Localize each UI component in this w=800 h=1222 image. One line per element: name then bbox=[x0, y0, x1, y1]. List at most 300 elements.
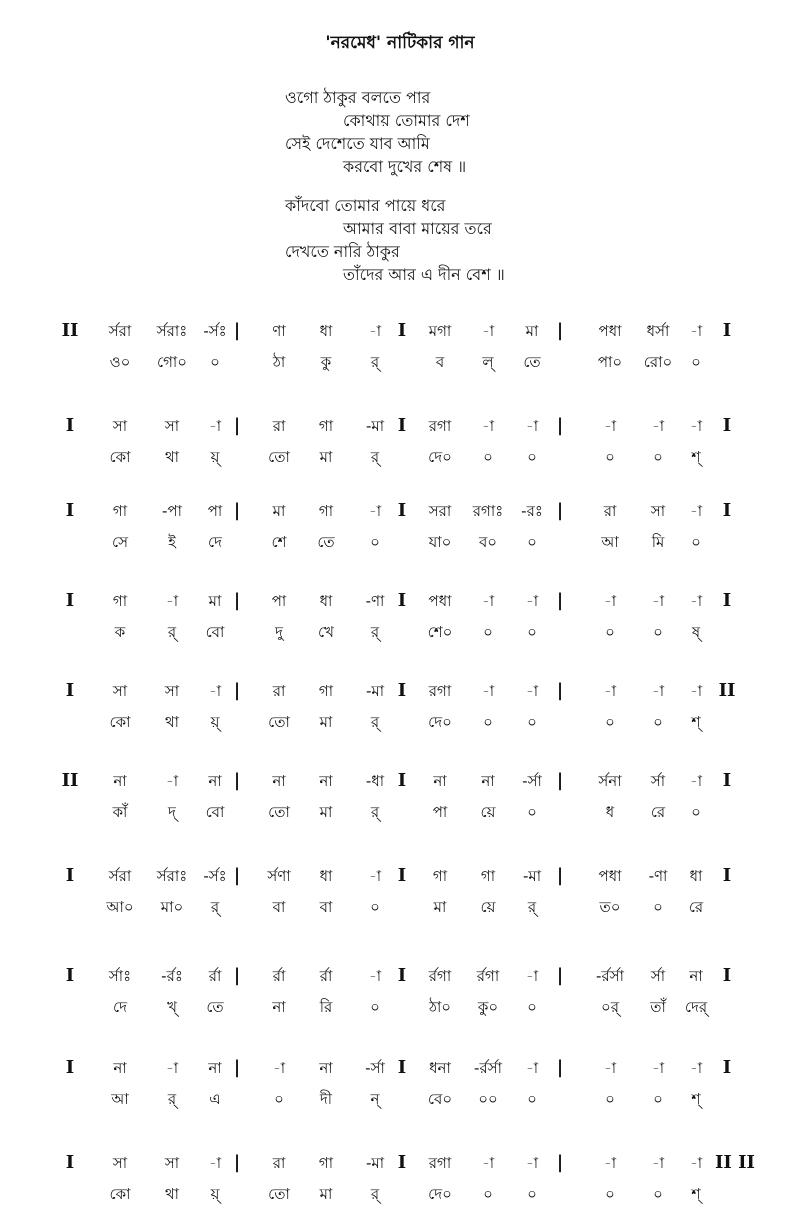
syllable-cell: পা bbox=[432, 803, 448, 821]
syllable-cell: শ্ bbox=[691, 1185, 701, 1203]
note-cell: -র্সঃ bbox=[203, 867, 227, 885]
syllable-cell: রে bbox=[688, 898, 704, 916]
barline: I bbox=[722, 415, 732, 436]
note-cell: সা bbox=[112, 682, 128, 700]
note-cell: সরা bbox=[428, 502, 452, 520]
note-cell: ণা bbox=[272, 322, 286, 340]
syllable-cell: বো bbox=[205, 803, 225, 821]
syllable-cell: ০ bbox=[605, 1090, 615, 1108]
note-cell: গা bbox=[432, 867, 448, 885]
syllable-cell: কু০ bbox=[477, 998, 499, 1016]
barline: I bbox=[397, 500, 407, 521]
note-cell: -া bbox=[651, 1154, 665, 1172]
syllable-cell: তে bbox=[206, 998, 224, 1016]
note-cell: র্রা bbox=[208, 967, 222, 985]
barline: I bbox=[397, 1152, 407, 1173]
syllable-cell: মা bbox=[319, 803, 333, 821]
syllable-cell: ০ bbox=[274, 1090, 284, 1108]
syllable-cell: ০ bbox=[483, 623, 493, 641]
syllable-cell: তো bbox=[268, 448, 290, 466]
note-cell: না bbox=[272, 772, 286, 790]
syllable-cell: য়ে bbox=[480, 803, 496, 821]
note-cell: -া bbox=[651, 592, 665, 610]
syllable-cell: ০ bbox=[527, 998, 537, 1016]
note-cell: র্সরাঃ bbox=[156, 867, 188, 885]
note-cell: পধা bbox=[598, 322, 622, 340]
syllable-cell: ০ bbox=[691, 353, 701, 371]
note-cell: গা bbox=[318, 502, 334, 520]
note-cell: -া bbox=[525, 1154, 539, 1172]
syllable-cell: আ bbox=[601, 533, 619, 551]
syllable-cell: ০ bbox=[605, 623, 615, 641]
syllable-cell: দ্ bbox=[168, 803, 176, 821]
note-cell: না bbox=[319, 772, 333, 790]
syllable-cell: মা০ bbox=[160, 898, 184, 916]
syllable-cell: ০ bbox=[605, 448, 615, 466]
note-cell: র্সনা bbox=[598, 772, 622, 790]
note-cell: রা bbox=[603, 502, 617, 520]
barline: I bbox=[397, 965, 407, 986]
note-cell: -া bbox=[165, 592, 179, 610]
syllable-cell: রো০ bbox=[643, 353, 673, 371]
note-cell: -া bbox=[368, 322, 382, 340]
note-cell: না bbox=[433, 772, 447, 790]
syllable-cell: ০ bbox=[483, 448, 493, 466]
note-cell: মা bbox=[525, 322, 539, 340]
note-cell: -া bbox=[481, 682, 495, 700]
syllable-cell: দে bbox=[113, 998, 127, 1016]
syllable-cell: য়্ bbox=[210, 713, 220, 731]
syllable-cell: দু bbox=[275, 623, 283, 641]
note-cell: গা bbox=[318, 682, 334, 700]
barline: | bbox=[556, 1057, 564, 1078]
syllable-cell: র্ bbox=[370, 448, 380, 466]
syllable-cell: মা bbox=[319, 713, 333, 731]
note-cell: -া bbox=[603, 592, 617, 610]
syllable-cell: ০ bbox=[653, 898, 663, 916]
note-cell: -মা bbox=[365, 682, 385, 700]
note-cell: র্রা bbox=[272, 967, 286, 985]
syllable-cell: মা bbox=[319, 448, 333, 466]
syllable-cell: তাঁ bbox=[650, 998, 666, 1016]
note-cell: সা bbox=[164, 417, 180, 435]
note-cell: সা bbox=[164, 682, 180, 700]
syllable-cell: র্ bbox=[370, 623, 380, 641]
note-cell: র্সাঃ bbox=[108, 967, 132, 985]
note-cell: -া bbox=[689, 322, 703, 340]
notation-row bbox=[0, 965, 800, 1035]
syllable-cell: ০ bbox=[527, 803, 537, 821]
barline: | bbox=[556, 770, 564, 791]
lyric-line: আমার বাবা মায়ের তরে bbox=[343, 219, 492, 238]
barline: | bbox=[556, 1152, 564, 1173]
syllable-cell: য়্ bbox=[210, 448, 220, 466]
syllable-cell: ০ bbox=[605, 1185, 615, 1203]
syllable-cell: ত০ bbox=[599, 898, 621, 916]
note-cell: মা bbox=[272, 502, 286, 520]
syllable-cell: থা bbox=[164, 448, 180, 466]
barline: I bbox=[397, 770, 407, 791]
note-cell: -া bbox=[368, 502, 382, 520]
note-cell: -া bbox=[689, 682, 703, 700]
syllable-cell: মা bbox=[319, 1185, 333, 1203]
note-cell: না bbox=[319, 1059, 333, 1077]
note-cell: ধর্সা bbox=[646, 322, 670, 340]
syllable-cell: র্ bbox=[370, 353, 380, 371]
syllable-cell: পা০ bbox=[597, 353, 623, 371]
note-cell: -া bbox=[651, 417, 665, 435]
note-cell: র্রা bbox=[319, 967, 333, 985]
syllable-cell: দে bbox=[208, 533, 222, 551]
note-cell: -া bbox=[165, 772, 179, 790]
syllable-cell: তে bbox=[523, 353, 541, 371]
syllable-cell: য়ে bbox=[480, 898, 496, 916]
barline: | bbox=[233, 415, 241, 436]
note-cell: রগা bbox=[428, 417, 452, 435]
barline: I bbox=[722, 500, 732, 521]
syllable-cell: শ্ bbox=[691, 1090, 701, 1108]
syllable-cell: কু bbox=[320, 353, 332, 371]
syllable-cell: সে bbox=[112, 533, 128, 551]
syllable-cell: শে bbox=[271, 533, 287, 551]
note-cell: -া bbox=[689, 1059, 703, 1077]
syllable-cell: বা bbox=[272, 898, 286, 916]
stanza-gap bbox=[285, 178, 505, 194]
barline: I bbox=[65, 415, 75, 436]
syllable-cell: দী bbox=[319, 1090, 333, 1108]
lyric-line: দেখতে নারি ঠাকুর bbox=[285, 242, 400, 261]
syllable-cell: কো bbox=[109, 713, 131, 731]
notation-row bbox=[0, 500, 800, 570]
syllable-cell: খে bbox=[318, 623, 334, 641]
note-cell: ধা bbox=[319, 592, 333, 610]
syllable-cell: তে bbox=[317, 533, 335, 551]
note-cell: -া bbox=[272, 1059, 286, 1077]
barline: | bbox=[556, 680, 564, 701]
barline: I bbox=[65, 680, 75, 701]
barline: | bbox=[556, 590, 564, 611]
syllable-cell: থা bbox=[164, 1185, 180, 1203]
syllable-cell: বো bbox=[205, 623, 225, 641]
note-cell: -া bbox=[689, 417, 703, 435]
syllable-cell: ০ bbox=[527, 533, 537, 551]
barline: | bbox=[233, 865, 241, 886]
notation-row bbox=[0, 415, 800, 485]
note-cell: পধা bbox=[428, 592, 452, 610]
notation-row bbox=[0, 1152, 800, 1222]
lyric-line: কাঁদবো তোমার পায়ে ধরে bbox=[285, 196, 446, 215]
barline: | bbox=[233, 500, 241, 521]
note-cell: -া bbox=[481, 417, 495, 435]
syllable-cell: দে০ bbox=[428, 1185, 452, 1203]
syllable-cell: মা bbox=[433, 898, 447, 916]
note-cell: র্সরাঃ bbox=[156, 322, 188, 340]
syllable-cell: ক bbox=[114, 623, 126, 641]
syllable-cell: ০ bbox=[527, 1185, 537, 1203]
syllable-cell: তো bbox=[268, 1185, 290, 1203]
barline: I bbox=[397, 680, 407, 701]
note-cell: গা bbox=[480, 867, 496, 885]
barline: I bbox=[397, 320, 407, 341]
note-cell: -া bbox=[481, 322, 495, 340]
note-cell: -া bbox=[368, 867, 382, 885]
note-cell: সা bbox=[164, 1154, 180, 1172]
note-cell: সা bbox=[112, 1154, 128, 1172]
syllable-cell: র্ bbox=[370, 1185, 380, 1203]
syllable-cell: খ্ bbox=[167, 998, 177, 1016]
syllable-cell: ই bbox=[168, 533, 176, 551]
syllable-cell: যা০ bbox=[428, 533, 452, 551]
syllable-cell: বা bbox=[319, 898, 333, 916]
syllable-cell: ০ bbox=[483, 713, 493, 731]
note-cell: -া bbox=[165, 1059, 179, 1077]
note-cell: -ণা bbox=[648, 867, 668, 885]
barline: | bbox=[233, 770, 241, 791]
note-cell: সা bbox=[650, 502, 666, 520]
note-cell: -া bbox=[525, 967, 539, 985]
syllable-cell: শ্ bbox=[691, 448, 701, 466]
syllable-cell: শে০ bbox=[427, 623, 453, 641]
syllable-cell: তো bbox=[268, 803, 290, 821]
syllable-cell: র্ bbox=[370, 803, 380, 821]
note-cell: রগা bbox=[428, 682, 452, 700]
syllable-cell: ও০ bbox=[109, 353, 131, 371]
barline: I bbox=[722, 770, 732, 791]
notation-row bbox=[0, 1057, 800, 1127]
note-cell: ধা bbox=[689, 867, 703, 885]
syllable-cell: ০ bbox=[527, 713, 537, 731]
note-cell: না bbox=[481, 772, 495, 790]
barline: | bbox=[233, 965, 241, 986]
syllable-cell: কো bbox=[109, 448, 131, 466]
notation-row bbox=[0, 865, 800, 935]
syllable-cell: র্ bbox=[527, 898, 537, 916]
note-cell: -া bbox=[603, 417, 617, 435]
note-cell: সা bbox=[112, 417, 128, 435]
note-cell: -া bbox=[368, 967, 382, 985]
note-cell: -া bbox=[481, 592, 495, 610]
note-cell: -া bbox=[603, 1154, 617, 1172]
syllable-cell: গো০ bbox=[156, 353, 188, 371]
barline: I bbox=[65, 1057, 75, 1078]
notation-row bbox=[0, 680, 800, 750]
note-cell: -া bbox=[525, 1059, 539, 1077]
syllable-cell: দে০ bbox=[428, 448, 452, 466]
barline: I bbox=[397, 1057, 407, 1078]
note-cell: র্রগা bbox=[476, 967, 500, 985]
barline: | bbox=[556, 415, 564, 436]
note-cell: রা bbox=[272, 417, 286, 435]
barline: | bbox=[233, 320, 241, 341]
note-cell: র্সণা bbox=[267, 867, 291, 885]
barline: | bbox=[556, 320, 564, 341]
barline: I bbox=[722, 965, 732, 986]
syllable-cell: ০ bbox=[483, 1185, 493, 1203]
note-cell: -া bbox=[689, 1154, 703, 1172]
barline: | bbox=[233, 1057, 241, 1078]
syllable-cell: ০ bbox=[691, 533, 701, 551]
note-cell: -র্সা bbox=[365, 1059, 385, 1077]
syllable-cell: ০ bbox=[370, 998, 380, 1016]
lyric-line: তাঁদের আর এ দীন বেশ ॥ bbox=[343, 265, 505, 284]
syllable-cell: তো bbox=[268, 713, 290, 731]
barline: I bbox=[397, 590, 407, 611]
barline: I bbox=[722, 865, 732, 886]
note-cell: -া bbox=[651, 1059, 665, 1077]
syllable-cell: রি bbox=[319, 998, 333, 1016]
note-cell: -া bbox=[525, 417, 539, 435]
note-cell: না bbox=[113, 1059, 127, 1077]
note-cell: -র্সা bbox=[522, 772, 542, 790]
syllable-cell: ০ bbox=[691, 803, 701, 821]
note-cell: -া bbox=[689, 772, 703, 790]
song-title: 'নরমেধ' নাটিকার গান bbox=[325, 33, 475, 53]
note-cell: -র্রর্সা bbox=[474, 1059, 502, 1077]
syllable-cell: ঠা bbox=[272, 353, 286, 371]
barline: I bbox=[65, 500, 75, 521]
syllable-cell: ০ bbox=[210, 353, 220, 371]
syllable-cell: ষ্ bbox=[691, 623, 701, 641]
syllable-cell: য়্ bbox=[210, 1185, 220, 1203]
note-cell: পা bbox=[207, 502, 223, 520]
barline: I bbox=[722, 590, 732, 611]
note-cell: পা bbox=[271, 592, 287, 610]
barline: | bbox=[556, 500, 564, 521]
syllable-cell: ল্ bbox=[482, 353, 494, 371]
note-cell: -া bbox=[651, 682, 665, 700]
note-cell: র্সা bbox=[650, 772, 666, 790]
syllable-cell: না bbox=[272, 998, 286, 1016]
note-cell: -পা bbox=[162, 502, 182, 520]
syllable-cell: ০ bbox=[370, 533, 380, 551]
note-cell: -া bbox=[208, 682, 222, 700]
syllable-cell: ০ bbox=[527, 623, 537, 641]
note-cell: -র্রঃ bbox=[161, 967, 183, 985]
note-cell: গা bbox=[112, 502, 128, 520]
note-cell: -রঃ bbox=[521, 502, 543, 520]
note-cell: -মা bbox=[365, 1154, 385, 1172]
note-cell: ধা bbox=[319, 867, 333, 885]
note-cell: র্সা bbox=[650, 967, 666, 985]
note-cell: -মা bbox=[365, 417, 385, 435]
syllable-cell: আ০ bbox=[106, 898, 134, 916]
barline: I bbox=[65, 965, 75, 986]
note-cell: -া bbox=[208, 1154, 222, 1172]
barline: I bbox=[397, 865, 407, 886]
note-cell: -র্রর্সা bbox=[596, 967, 624, 985]
note-cell: রগা bbox=[428, 1154, 452, 1172]
syllable-cell: ০ bbox=[370, 898, 380, 916]
note-cell: -া bbox=[689, 592, 703, 610]
barline: | bbox=[233, 680, 241, 701]
barline: | bbox=[233, 1152, 241, 1173]
syllable-cell: শ্ bbox=[691, 713, 701, 731]
syllable-cell: ০০ bbox=[478, 1090, 498, 1108]
note-cell: গা bbox=[318, 417, 334, 435]
note-cell: -মা bbox=[522, 867, 542, 885]
syllable-cell: ০ bbox=[527, 448, 537, 466]
notation-row bbox=[0, 320, 800, 390]
syllable-cell: র্ bbox=[167, 623, 177, 641]
barline: I bbox=[65, 1152, 75, 1173]
syllable-cell: ন্ bbox=[370, 1090, 380, 1108]
syllable-cell: ব০ bbox=[478, 533, 498, 551]
note-cell: মা bbox=[208, 592, 222, 610]
note-cell: র্রগা bbox=[428, 967, 452, 985]
syllable-cell: ০ bbox=[653, 1090, 663, 1108]
syllable-cell: কো bbox=[109, 1185, 131, 1203]
barline: | bbox=[233, 590, 241, 611]
note-cell: রা bbox=[272, 1154, 286, 1172]
notation-row bbox=[0, 770, 800, 840]
barline: II bbox=[718, 680, 736, 701]
note-cell: -া bbox=[525, 592, 539, 610]
lyrics-stanzas bbox=[285, 86, 505, 286]
syllable-cell: আ bbox=[111, 1090, 129, 1108]
lyric-line: সেই দেশেতে যাব আমি bbox=[285, 134, 430, 153]
syllable-cell: দের্ bbox=[684, 998, 708, 1016]
note-cell: না bbox=[689, 967, 703, 985]
barline: I bbox=[397, 415, 407, 436]
note-cell: -ণা bbox=[365, 592, 385, 610]
syllable-cell: কাঁ bbox=[112, 803, 128, 821]
syllable-cell: ধ bbox=[605, 803, 615, 821]
syllable-cell: ০ bbox=[653, 448, 663, 466]
note-cell: ধনা bbox=[429, 1059, 451, 1077]
barline: I bbox=[65, 590, 75, 611]
syllable-cell: এ bbox=[209, 1090, 221, 1108]
note-cell: গা bbox=[318, 1154, 334, 1172]
syllable-cell: ০ bbox=[527, 1090, 537, 1108]
barline: II bbox=[61, 770, 79, 791]
barline: I bbox=[722, 1057, 732, 1078]
note-cell: রগাঃ bbox=[472, 502, 504, 520]
note-cell: না bbox=[208, 772, 222, 790]
lyric-line: করবো দুখের শেষ ॥ bbox=[343, 157, 467, 176]
barline: II II bbox=[715, 1152, 755, 1173]
barline: | bbox=[556, 965, 564, 986]
lyric-line: ওগো ঠাকুর বলতে পার bbox=[285, 88, 431, 107]
syllable-cell: ০ bbox=[653, 623, 663, 641]
syllable-cell: র্ bbox=[370, 713, 380, 731]
lyric-line: কোথায় তোমার দেশ bbox=[343, 111, 470, 130]
note-cell: রা bbox=[272, 682, 286, 700]
note-cell: র্সরা bbox=[108, 322, 132, 340]
note-cell: গা bbox=[112, 592, 128, 610]
barline: II bbox=[61, 320, 79, 341]
syllable-cell: ০ bbox=[653, 713, 663, 731]
note-cell: -া bbox=[603, 1059, 617, 1077]
note-cell: -া bbox=[525, 682, 539, 700]
notation-row bbox=[0, 590, 800, 660]
syllable-cell: র্ bbox=[167, 1090, 177, 1108]
syllable-cell: ঠা০ bbox=[428, 998, 452, 1016]
syllable-cell: বে০ bbox=[427, 1090, 453, 1108]
note-cell: -া bbox=[481, 1154, 495, 1172]
note-cell: র্সরা bbox=[108, 867, 132, 885]
barline: I bbox=[722, 320, 732, 341]
note-cell: -া bbox=[689, 502, 703, 520]
note-cell: -া bbox=[603, 682, 617, 700]
syllable-cell: ০র্ bbox=[600, 998, 619, 1016]
syllable-cell: ০ bbox=[653, 1185, 663, 1203]
note-cell: না bbox=[113, 772, 127, 790]
note-cell: -র্সঃ bbox=[203, 322, 227, 340]
note-cell: পধা bbox=[598, 867, 622, 885]
note-cell: ধা bbox=[319, 322, 333, 340]
syllable-cell: থা bbox=[164, 713, 180, 731]
barline: | bbox=[556, 865, 564, 886]
